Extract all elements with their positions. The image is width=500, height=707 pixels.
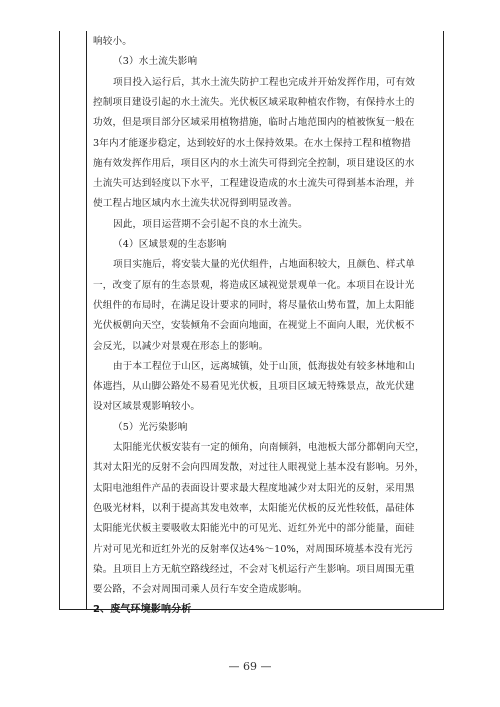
text-line: 项目投入运行后，其水土流失防护工程也完成并开始发挥作用，可有效 <box>113 76 416 88</box>
table-column-divider <box>86 31 87 609</box>
text-line: 3年内才能逐步稳定，达到较好的水土保持效果。在水土保持工程和植物措 <box>93 137 412 149</box>
text-line: 会反光，以减少对景观在形态上的影响。 <box>93 340 269 352</box>
text-line: 响较小。 <box>93 36 132 47</box>
text-line: 太阳电池组件产品的表面设计要求最大程度地减少对太阳光的反射，采用黑 <box>93 482 415 494</box>
text-line: 施有效发挥作用后，项目区内的水土流失可得到完全控制，项目建设区的水 <box>93 157 415 169</box>
text-line: 设对区域景观影响较小。 <box>93 401 201 413</box>
text-line: 要公路，不会对周围司乘人员行车安全造成影响。 <box>93 584 308 596</box>
text-line: 伏组件的布局时，在满足设计要求的同时，将尽量依山势布置，加上太阳能 <box>93 299 415 311</box>
section-heading: 2、废气环境影响分析 <box>93 604 192 616</box>
text-line: 光伏板朝向天空，安装倾角不会面向地面，在视觉上不面向人眼，光伏板不 <box>93 320 415 332</box>
page-number: — 69 — <box>228 660 272 673</box>
subsection-heading: （4）区域景观的生态影响 <box>113 239 227 250</box>
subsection-heading: （3）水土流失影响 <box>113 56 198 68</box>
subsection-heading: （5）光污染影响 <box>113 421 188 433</box>
text-line: 土流失可达到轻度以下水平，工程建设造成的水土流失可得到基本治理，并 <box>93 178 415 190</box>
text-line: 片对可见光和近红外光的反射率仅达4%～10%，对周围环境基本没有光污 <box>93 543 413 555</box>
text-line: 由于本工程位于山区，远离城镇，处于山顶，低海拔处有较多林地和山 <box>113 360 416 372</box>
text-line: 其对太阳光的反射不会向四周发散，对过往人眼视觉上基本没有影响。另外， <box>93 462 425 474</box>
text-line: 控制项目建设引起的水土流失。光伏板区域采取种植农作物，有保持水土的 <box>93 96 415 108</box>
text-line: 因此，项目运营期不会引起不良的水土流失。 <box>113 218 308 230</box>
text-line: 使工程占地区域内水土流失状况得到明显改善。 <box>93 198 298 210</box>
text-line: 太阳能光伏板主要吸收太阳能光中的可见光、近红外光中的部分能量，面硅 <box>93 523 415 535</box>
text-line: 项目实施后，将安装大量的光伏组件，占地面积较大，且颜色、样式单 <box>113 259 416 271</box>
text-line: 一，改变了原有的生态景观，将造成区域视觉景观单一化。本项目在设计光 <box>93 279 415 291</box>
text-line: 太阳能光伏板安装有一定的倾角，向南倾斜，电池板大部分都朝向天空， <box>113 442 425 453</box>
text-line: 体遮挡，从山脚公路处不易看见光伏板，且项目区域无特殊景点，故光伏建 <box>93 381 415 393</box>
text-line: 功效，但是项目部分区域采用植物措施，临时占地范围内的植被恢复一般在 <box>93 117 415 129</box>
text-line: 染。且项目上方无航空路线经过，不会对飞机运行产生影响。项目周围无重 <box>93 563 415 575</box>
text-line: 色吸光材料，以利于提高其发电效率，太阳能光伏板的反光性较低，晶硅体 <box>93 502 415 514</box>
